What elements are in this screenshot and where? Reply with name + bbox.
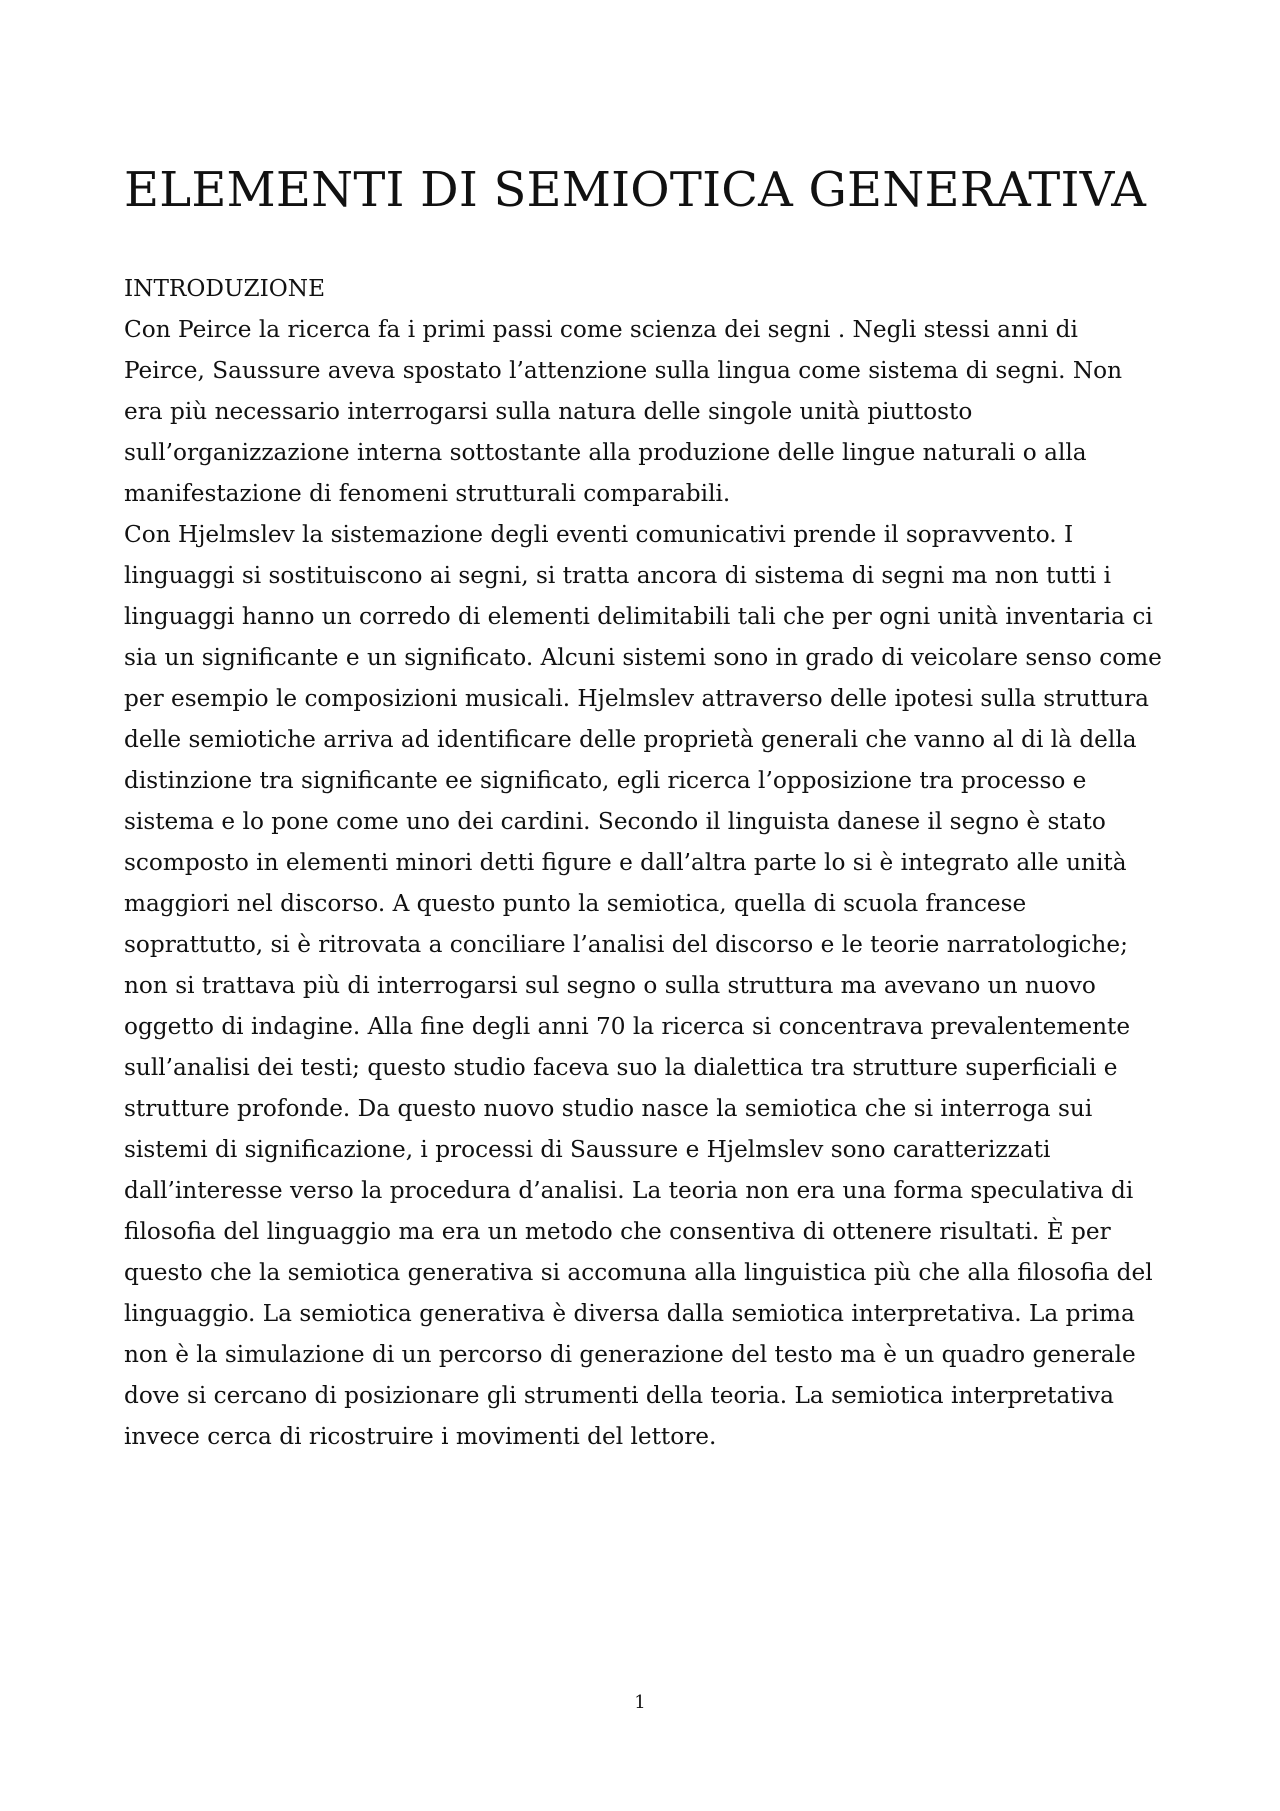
- section-heading-introduzione: INTRODUZIONE: [124, 275, 326, 302]
- document-title: ELEMENTI DI SEMIOTICA GENERATIVA: [124, 162, 1147, 218]
- paragraph-1: Con Peirce la ricerca fa i primi passi come scienza dei segni . Negli stessi anni di Peirce, Saussure aveva spostato l’attenzione sulla lingua come sistema di segni. Non era più necessario interrogarsi sulla natura delle singole unità piuttosto sull’organizzazione interna sottostante alla produzione delle lingue naturali o alla manifestazione di fenomeni strutturali comparabili.: [124, 316, 1123, 507]
- paragraph-2: Con Hjelmslev la sistemazione degli eventi comunicativi prende il sopravvento. I linguaggi si sostituiscono ai segni, si tratta ancora di sistema di segni ma non tutti i linguaggi hanno un corredo di elementi delimitabili tali che per ogni unità inventaria ci sia un significante e un significato. Alcuni sistemi sono in grado di veicolare senso come per esempio le composizioni musicali. Hjelmslev attraverso delle ipotesi sulla struttura delle semiotiche arriva ad identificare delle proprietà generali che vanno al di là della distinzione tra significante ee significato, egli ricerca l’opposizione tra processo e sistema e lo pone come uno dei cardini. Secondo il linguista danese il segno è stato scomposto in elementi minori detti figure e dall’altra parte lo si è integrato alle unità maggiori nel discorso. A questo punto la semiotica, quella di scuola francese soprattutto, si è ritrovata a conciliare l’analisi del discorso e le teorie narratologiche; non si trattava più di interrogarsi sul segno o sulla struttura ma avevano un nuovo oggetto di indagine. Alla fine degli anni 70 la ricerca si concentrava prevalentemente sull’analisi dei testi; questo studio faceva suo la dialettica tra strutture superficiali e strutture profonde. Da questo nuovo studio nasce la semiotica che si interroga sui sistemi di significazione, i processi di Saussure e Hjelmslev sono caratterizzati dall’interesse verso la procedura d’analisi. La teoria non era una forma speculativa di filosofia del linguaggio ma era un metodo che consentiva di ottenere risultati. È per questo che la semiotica generativa si accomuna alla linguistica più che alla filosofia del linguaggio. La semiotica generativa è diversa dalla semiotica interpretativa. La prima non è la simulazione di un percorso di generazione del testo ma è un quadro generale dove si cercano di posizionare gli strumenti della teoria. La semiotica interpretativa invece cerca di ricostruire i movimenti del lettore.: [124, 521, 1162, 1450]
- document-body: [124, 268, 1164, 1457]
- page-number: 1: [634, 1692, 646, 1713]
